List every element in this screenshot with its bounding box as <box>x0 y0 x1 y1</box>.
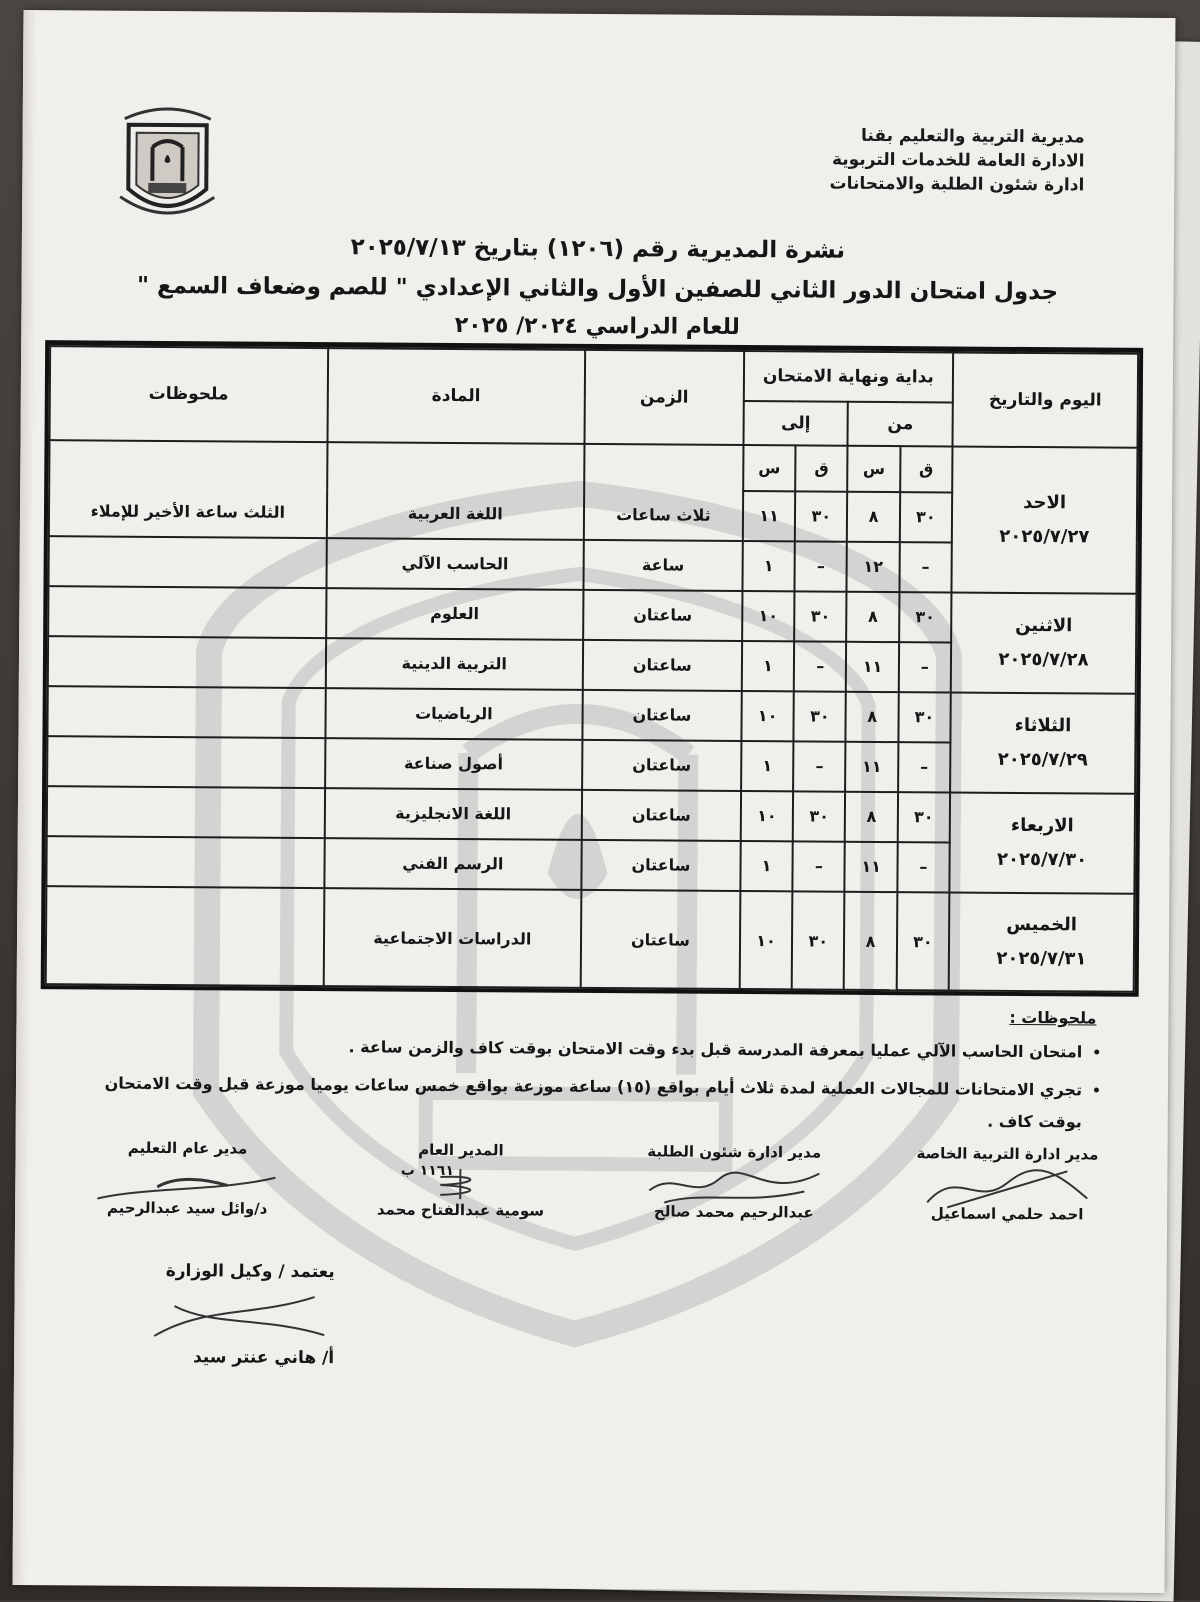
academic-year: للعام الدراسي ٢٠٢٤/ ٢٠٢٥ <box>454 313 740 341</box>
duration-cell: ساعتان <box>581 840 740 891</box>
notes-cell <box>48 636 326 688</box>
notes-heading: ملحوظات : <box>1009 1007 1097 1028</box>
subject-cell: الرسم الفني <box>324 838 582 890</box>
to-hour: ١٠ <box>741 691 794 741</box>
from-minute: ٣٠ <box>897 792 950 842</box>
duration-cell: ساعتان <box>582 740 741 791</box>
to-hour: ١ <box>742 541 795 591</box>
org-directorate: مديرية التربية والتعليم بقنا <box>861 125 1085 148</box>
notes-cell <box>47 736 325 788</box>
to-hour: ١ <box>742 641 795 691</box>
note-item: • امتحان الحاسب الآلي عمليا بمعرفة المدرسة قبل بدء وقت الامتحان بوقت كاف والزمن ساعة . <box>78 1029 1082 1068</box>
duration-cell: ساعتان <box>583 640 742 691</box>
to-minute: – <box>793 841 846 891</box>
notes-cell <box>48 536 326 588</box>
from-hour: ١١ <box>845 842 898 892</box>
table-row <box>46 886 1135 992</box>
notes-cell <box>47 686 325 738</box>
to-minute: – <box>795 541 848 591</box>
subject-cell: العلوم <box>326 588 584 640</box>
org-exams-administration: ادارة شئون الطلبة والامتحانات <box>829 173 1085 196</box>
subject-cell: الحاسب الآلي <box>326 538 584 590</box>
from-minute: – <box>899 542 952 592</box>
day-name: الاثنين <box>1015 614 1073 637</box>
header-start-end: بداية ونهاية الامتحان <box>744 351 954 402</box>
from-minute: – <box>898 742 951 792</box>
signature-name: سومية عبدالفتاح محمد <box>376 1200 545 1220</box>
signature-title: مدير ادارة التربية الخاصة <box>916 1144 1099 1164</box>
from-minute: ٣٠ <box>896 892 949 990</box>
day-name: الخميس <box>1006 913 1078 936</box>
duration-cell: ساعة <box>583 540 742 591</box>
day-date: ٢٠٢٥/٧/٢٧ <box>999 525 1090 548</box>
to-minute: ٣٠ <box>795 491 848 541</box>
notes-cell: الثلث ساعة الأخير للإملاء <box>49 486 327 538</box>
organization-header <box>829 124 1084 198</box>
unit-label: س <box>743 445 796 491</box>
bulletin-title: نشرة المديرية رقم (١٢٠٦) بتاريخ ٢٠٢٥/٧/١٣ <box>350 234 846 264</box>
from-hour: ٨ <box>847 491 900 541</box>
day-date: ٢٠٢٥/٧/٣١ <box>996 947 1087 970</box>
signature-name: احمد حلمي اسماعيل <box>930 1204 1084 1224</box>
to-minute: – <box>793 741 846 791</box>
day-date-cell <box>949 792 1135 893</box>
handwritten-number: ١١٦١ ب <box>400 1162 454 1180</box>
day-date-cell <box>951 592 1137 693</box>
subject-cell: أصول صناعة <box>325 738 583 790</box>
document-titles <box>21 232 1174 343</box>
header-subject: المادة <box>327 348 585 444</box>
subject-cell: التربية الدينية <box>325 638 583 690</box>
exam-schedule-table <box>41 340 1144 997</box>
signature-title: مدير ادارة شئون الطلبة <box>647 1142 822 1162</box>
day-name: الثلاثاء <box>1014 714 1072 737</box>
ministry-logo-icon <box>114 97 221 228</box>
from-hour: ٨ <box>847 591 900 641</box>
signatures-row <box>87 1138 1108 1255</box>
from-hour: ٨ <box>845 792 898 842</box>
unit-label: س <box>848 446 901 492</box>
notes-list <box>78 1029 1109 1138</box>
duration-cell: ساعتان <box>582 790 741 841</box>
to-minute: ٣٠ <box>793 791 846 841</box>
day-date: ٢٠٢٥/٧/٢٨ <box>998 648 1089 671</box>
from-hour: ١٢ <box>847 541 900 591</box>
to-hour: ١ <box>741 741 794 791</box>
approval-label: يعتمد / وكيل الوزارة <box>165 1261 335 1283</box>
notes-cell <box>46 836 324 888</box>
duration-cell: ساعتان <box>583 590 742 641</box>
signature-name: عبدالرحيم محمد صالح <box>653 1202 814 1222</box>
signature-title: مدير عام التعليم <box>127 1138 248 1158</box>
table-row <box>47 686 1135 744</box>
day-date-cell <box>949 892 1135 991</box>
schedule-title: جدول امتحان الدور الثاني للصفين الأول والثاني الإعدادي " للصم وضعاف السمع " <box>136 272 1059 306</box>
duration-cell: ساعتان <box>581 890 741 989</box>
duration-cell: ثلاث ساعات <box>584 489 743 540</box>
table-row <box>48 586 1136 644</box>
signature-general-manager <box>360 1140 561 1251</box>
notes-cell <box>49 440 327 487</box>
to-hour: ١٠ <box>742 591 795 641</box>
from-minute: ٣٠ <box>899 592 952 642</box>
day-name: الاحد <box>1023 491 1067 514</box>
to-minute: – <box>794 641 847 691</box>
header-duration: الزمن <box>584 350 744 445</box>
signature-education-director <box>87 1138 288 1249</box>
notes-cell <box>48 586 326 638</box>
duration-cell: ساعتان <box>582 690 741 741</box>
notes-cell <box>47 786 325 838</box>
table-row <box>47 786 1135 844</box>
undersecretary-signature-icon <box>114 1286 334 1344</box>
approval-block <box>114 1256 335 1374</box>
signature-name: د/وائل سيد عبدالرحيم <box>106 1198 268 1218</box>
notes-section <box>78 995 1109 1144</box>
unit-label: ق <box>795 445 848 491</box>
from-minute: ٣٠ <box>900 492 953 542</box>
day-date-cell <box>951 446 1137 593</box>
subject-cell: الرياضيات <box>325 688 583 740</box>
to-hour: ١١ <box>743 491 796 541</box>
from-minute: – <box>898 642 951 692</box>
to-hour: ١٠ <box>740 891 793 989</box>
to-minute: ٣٠ <box>794 691 847 741</box>
to-hour: ١ <box>740 841 793 891</box>
day-name: الاربعاء <box>1010 814 1074 837</box>
from-hour: ١١ <box>846 742 899 792</box>
to-hour: ١٠ <box>741 791 794 841</box>
note-item: • تجري الامتحانات للمجالات العملية لمدة ثلاث أيام بواقع (١٥) ساعة موزعة بواقع خمس ساعات يوميا موزعة قبل وقت الامتحان بوقت كاف . <box>78 1067 1082 1138</box>
document-page <box>13 10 1176 1593</box>
from-hour: ٨ <box>846 692 899 742</box>
subject-cell: الدراسات الاجتماعية <box>323 888 581 988</box>
day-date: ٢٠٢٥/٧/٢٩ <box>997 748 1088 771</box>
header-notes: ملحوظات <box>50 346 328 442</box>
signature-title: المدير العام <box>418 1140 504 1160</box>
signature-special-education <box>907 1144 1108 1255</box>
notes-cell <box>46 886 324 986</box>
duration-cell <box>584 444 743 491</box>
from-minute: ٣٠ <box>898 692 951 742</box>
approval-name: أ/ هاني عنتر سيد <box>192 1347 335 1369</box>
unit-label: ق <box>900 446 953 492</box>
header-day-date: اليوم والتاريخ <box>952 352 1138 447</box>
signature-student-affairs <box>634 1142 835 1253</box>
from-minute: – <box>897 842 950 892</box>
header-to: إلى <box>743 401 848 446</box>
to-minute: ٣٠ <box>792 891 845 989</box>
day-date: ٢٠٢٥/٧/٣٠ <box>997 848 1088 871</box>
subject-cell: اللغة العربية <box>326 488 584 540</box>
from-hour: ٨ <box>844 892 897 990</box>
subject-cell <box>327 442 585 489</box>
org-general-administration: الادارة العامة للخدمات التربوية <box>831 149 1085 172</box>
day-date-cell <box>950 692 1136 793</box>
header-from: من <box>848 402 953 447</box>
subject-cell: اللغة الانجليزية <box>324 788 582 840</box>
from-hour: ١١ <box>846 641 899 691</box>
to-minute: ٣٠ <box>794 591 847 641</box>
